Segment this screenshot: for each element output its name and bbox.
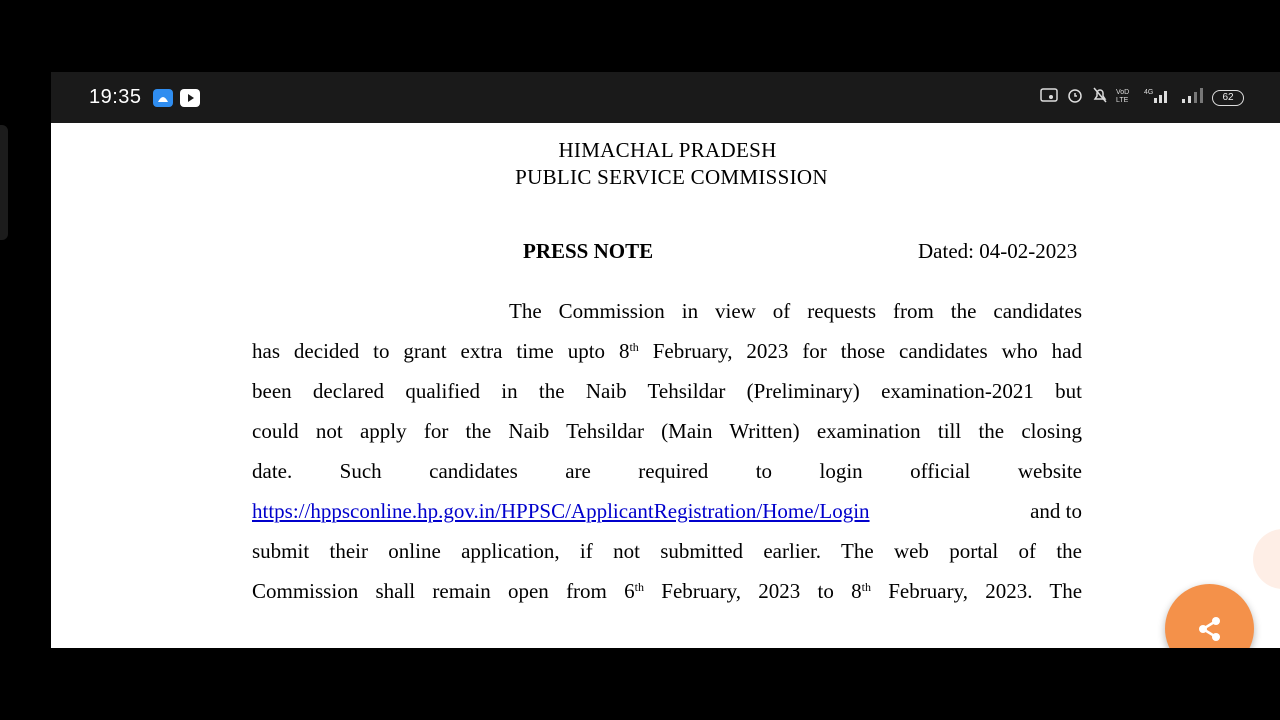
- share-icon: [1195, 614, 1225, 644]
- app-notification-icon: [153, 89, 173, 107]
- clock: 19:35: [89, 86, 142, 108]
- text-line: has decided to grant extra time upto 8th February, 2023 for those candidates who had: [252, 339, 1082, 363]
- battery-indicator: 62: [1212, 90, 1244, 106]
- text-line: Commission shall remain open from 6th February, 2023 to 8th February, 2023. The: [252, 579, 1083, 603]
- press-note-heading: PRESS NOTE: [523, 239, 654, 263]
- svg-text:4G: 4G: [1144, 89, 1154, 96]
- screen-record-icon: [1040, 87, 1058, 108]
- pdf-document[interactable]: [51, 123, 1280, 648]
- status-bar: [51, 72, 1280, 123]
- date-line: Dated: 04-02-2023: [918, 239, 1078, 263]
- text-line: date. Such candidates are required to login official website: [252, 459, 1082, 483]
- share-button[interactable]: [1165, 584, 1254, 648]
- text-line: been declared qualified in the Naib Tehsildar (Preliminary) examination-2021 but: [252, 379, 1082, 403]
- text-line: The Commission in view of requests from the candidates: [509, 299, 1082, 323]
- svg-text:VoD: VoD: [1116, 89, 1130, 96]
- text-line: submit their online application, if not submitted earlier. The web portal of the: [252, 539, 1082, 563]
- text-line: could not apply for the Naib Tehsildar (Main Written) examination till the closing: [252, 419, 1082, 443]
- volte-icon: [1116, 86, 1136, 109]
- phone-screen: [51, 72, 1280, 648]
- signal-icon: [1180, 86, 1204, 109]
- status-indicators: [1040, 86, 1244, 109]
- alarm-icon: [1066, 86, 1084, 109]
- mute-icon: [1092, 86, 1108, 109]
- youtube-icon: [180, 89, 200, 107]
- svg-text:LTE: LTE: [1116, 97, 1129, 104]
- org-title-line2: PUBLIC SERVICE COMMISSION: [515, 165, 828, 189]
- floating-bubble[interactable]: [1253, 529, 1280, 589]
- login-link[interactable]: https://hppsconline.hp.gov.in/HPPSC/ApplicantRegistration/Home/Login: [252, 499, 870, 523]
- body-paragraph: [252, 291, 1082, 611]
- org-title-line1: HIMACHAL PRADESH: [558, 138, 777, 162]
- edge-panel-handle[interactable]: [0, 125, 8, 240]
- text-line: https://hppsconline.hp.gov.in/HPPSC/ApplicantRegistration/Home/Login and to: [252, 499, 1082, 523]
- signal-4g-icon: [1144, 86, 1172, 109]
